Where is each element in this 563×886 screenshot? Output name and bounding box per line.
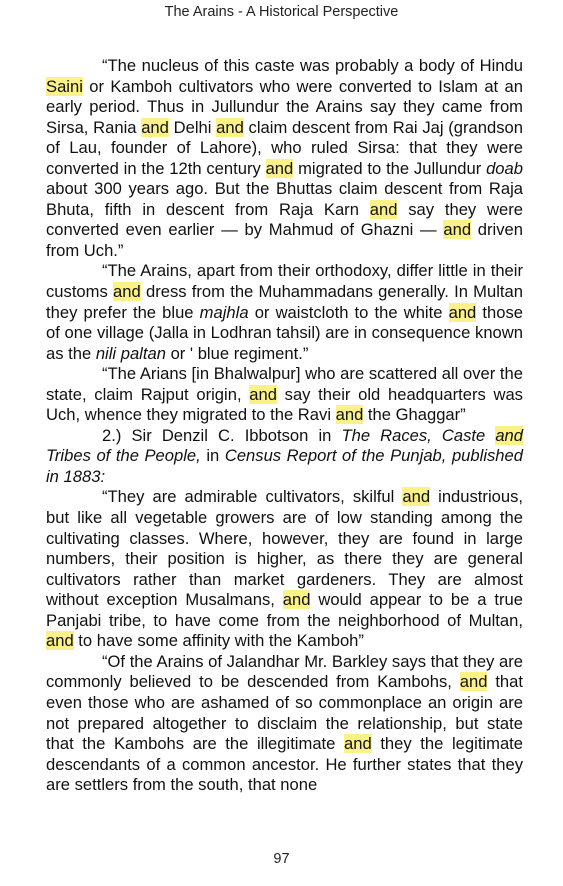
paragraph-ibbotson-citation bbox=[46, 426, 523, 488]
text-run: migrated to the Jullundur bbox=[293, 158, 487, 178]
text-run: those of one village (Jalla in Lodhran tahsil) are in consequence known as the bbox=[46, 302, 524, 363]
text-run: or waistcloth to the white bbox=[248, 302, 449, 322]
highlighted-word: and bbox=[113, 282, 141, 302]
paragraph-jalandhar bbox=[46, 652, 523, 796]
highlighted-word: Saini bbox=[46, 76, 83, 96]
text-run: majhla bbox=[199, 302, 249, 322]
text-run: that even those who are ashamed of so commonplace an origin are not prepared altogether to disclaim the relationship, but state that the Kambohs are the illegitimate bbox=[46, 672, 523, 754]
text-run: Tribes of the People, bbox=[46, 446, 201, 466]
highlighted-word: and bbox=[46, 631, 74, 651]
highlighted-word: and bbox=[265, 158, 294, 178]
highlighted-word: and bbox=[141, 117, 169, 137]
text-run: or Kamboh cultivators who were converted to Islam at an early period. Thus in Jullundur the Arains say they came from Sirsa, Rania bbox=[46, 76, 523, 137]
text-run: doab bbox=[486, 158, 523, 178]
text-run: say they were converted even earlier — by Mahmud of Ghazni — bbox=[46, 199, 523, 240]
text-run: driven from Uch.” bbox=[46, 220, 523, 260]
text-run: the Ghaggar” bbox=[363, 405, 466, 425]
paragraph-bhalwalpur bbox=[46, 364, 523, 426]
highlighted-word: and bbox=[335, 405, 364, 425]
paragraph-cultivators bbox=[46, 487, 523, 651]
text-run: “The nucleus of this caste was probably a body of Hindu bbox=[102, 56, 523, 75]
text-run: claim descent from Rai Jaj (grandson of Lau, founder of Lahore), who ruled Sirsa: that they were converted in the 12th century bbox=[46, 117, 523, 178]
highlighted-word: and bbox=[459, 672, 488, 692]
text-run: would appear to be a true Panjabi tribe, to have come from the neighborhood of Multan, bbox=[46, 590, 523, 630]
highlighted-word: and bbox=[249, 384, 277, 404]
text-run: nili paltan bbox=[95, 343, 166, 363]
text-run: about 300 years ago. But the Bhuttas claim descent from Raja Bhuta, fifth in descent from Raja Karn bbox=[46, 179, 523, 219]
text-run: Delhi bbox=[168, 117, 217, 137]
highlighted-word: and bbox=[443, 220, 472, 240]
text-run: in bbox=[200, 446, 225, 466]
text-run: dress from the Muhammadans generally. In Multan they prefer the blue bbox=[46, 282, 523, 322]
paragraph-nucleus bbox=[46, 56, 523, 261]
running-title: The Arains - A Historical Perspective bbox=[164, 4, 399, 20]
highlighted-word: and bbox=[402, 487, 431, 507]
highlighted-word: and bbox=[216, 117, 244, 137]
text-run: The Races, Caste bbox=[341, 425, 496, 445]
text-run: industrious, but like all vegetable growers are of low standing among the cultivating classes. Where, however, they are found in large numbers, their position is higher, as there they are general cultivators rather than market gardeners. They are almost without exception Musalmans, bbox=[46, 487, 523, 610]
text-run: “Of the Arains of Jalandhar Mr. Barkley says that they are commonly believed to be descended from Kambohs, bbox=[46, 651, 523, 692]
highlighted-word: and bbox=[448, 302, 477, 322]
page-number: 97 bbox=[273, 851, 290, 867]
text-run: Census Report of the Punjab, published in 1883: bbox=[46, 446, 523, 486]
text-run: say their old headquarters was Uch, whence they migrated to the Ravi bbox=[46, 384, 523, 425]
highlighted-word: and bbox=[282, 590, 311, 610]
paragraph-orthodoxy bbox=[46, 261, 523, 364]
highlighted-word: and bbox=[344, 734, 372, 754]
text-run: “The Arians [in Bhalwalpur] who are scattered all over the state, claim Rajput origin, bbox=[46, 364, 523, 404]
text-run: to have some affinity with the Kamboh” bbox=[73, 631, 364, 651]
text-run: or ' blue regiment.” bbox=[165, 343, 309, 363]
page-body bbox=[46, 56, 523, 796]
text-run: “The Arains, apart from their orthodoxy, differ little in their customs bbox=[46, 261, 523, 302]
highlighted-word: and bbox=[369, 199, 398, 219]
text-run: 2.) Sir Denzil C. Ibbotson in bbox=[102, 425, 342, 445]
text-run: “They are admirable cultivators, skilful bbox=[102, 487, 403, 507]
highlighted-word: and bbox=[495, 425, 523, 445]
text-run: they the legitimate descendants of a common ancestor. He further states that they are settlers from the south, that none bbox=[46, 734, 524, 795]
